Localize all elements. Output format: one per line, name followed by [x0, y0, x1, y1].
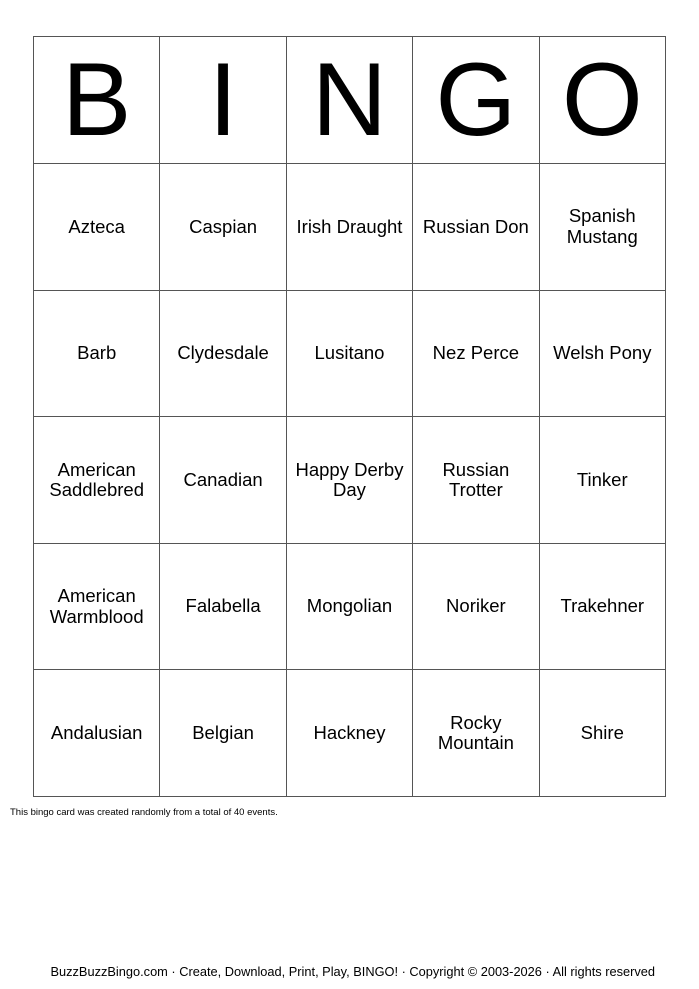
bingo-cell: Noriker	[413, 543, 539, 670]
bingo-cell: Spanish Mustang	[539, 164, 665, 291]
bingo-cell: Lusitano	[286, 290, 412, 417]
bingo-row	[34, 164, 666, 291]
header-letter-o: O	[539, 37, 665, 164]
bingo-cell: Irish Draught	[286, 164, 412, 291]
bingo-row	[34, 670, 666, 797]
bingo-cell: Tinker	[539, 417, 665, 544]
header-letter-n: N	[286, 37, 412, 164]
header-letter-i: I	[160, 37, 286, 164]
bingo-cell: Welsh Pony	[539, 290, 665, 417]
bingo-row	[34, 417, 666, 544]
bingo-cell: American Warmblood	[34, 543, 160, 670]
bingo-cell: Trakehner	[539, 543, 665, 670]
bingo-cell: Belgian	[160, 670, 286, 797]
page-footer: BuzzBuzzBingo.com · Create, Download, Print, Play, BINGO! · Copyright © 2003-2026 · All rights reserved	[50, 964, 655, 979]
bingo-cell: Russian Trotter	[413, 417, 539, 544]
bingo-cell: Canadian	[160, 417, 286, 544]
bingo-cell: Rocky Mountain	[413, 670, 539, 797]
bingo-header-row	[34, 37, 666, 164]
card-footnote: This bingo card was created randomly from a total of 40 events.	[10, 807, 278, 818]
header-letter-g: G	[413, 37, 539, 164]
bingo-row	[34, 543, 666, 670]
bingo-cell: Mongolian	[286, 543, 412, 670]
bingo-cell: Caspian	[160, 164, 286, 291]
bingo-cell: Hackney	[286, 670, 412, 797]
header-letter-b: B	[34, 37, 160, 164]
bingo-cell: Clydesdale	[160, 290, 286, 417]
bingo-card	[33, 36, 666, 797]
bingo-cell: Shire	[539, 670, 665, 797]
bingo-cell: Russian Don	[413, 164, 539, 291]
bingo-cell: Nez Perce	[413, 290, 539, 417]
bingo-cell: Barb	[34, 290, 160, 417]
bingo-cell: Falabella	[160, 543, 286, 670]
bingo-cell: Andalusian	[34, 670, 160, 797]
bingo-cell: Happy Derby Day	[286, 417, 412, 544]
bingo-row	[34, 290, 666, 417]
bingo-cell: American Saddlebred	[34, 417, 160, 544]
bingo-cell: Azteca	[34, 164, 160, 291]
